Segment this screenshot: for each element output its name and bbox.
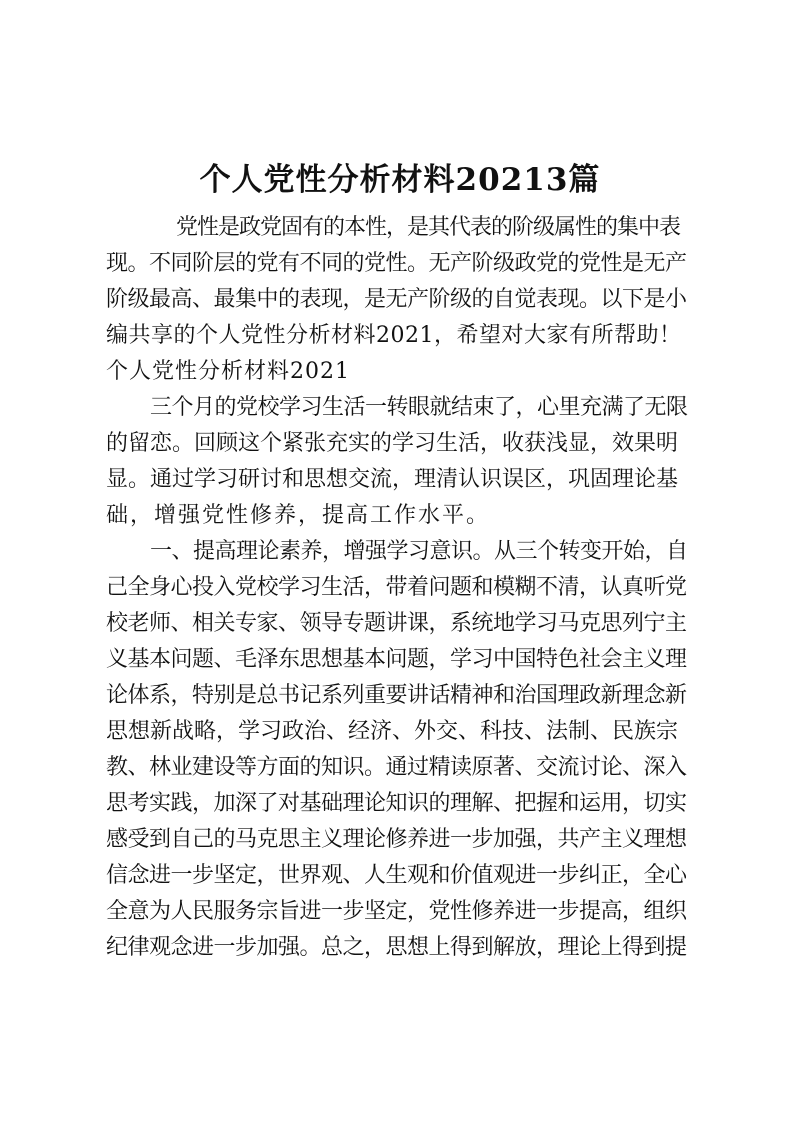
section-heading: 个人党性分析材料2021 [106, 359, 350, 384]
paragraph-line: 编共享的个人党性分析材料2021，希望对大家有所帮助！ [106, 323, 682, 348]
paragraph-line: 三个月的党校学习生活一转眼就结束了，心里充满了无限 [150, 395, 688, 420]
paragraph-line: 显。通过学习研讨和思想交流，理清认识误区，巩固理论基 [106, 467, 679, 492]
paragraph-line: 现。不同阶层的党有不同的党性。无产阶级政党的党性是无产 [106, 251, 687, 276]
document-title: 个人党性分析材料20213篇 [199, 162, 601, 198]
paragraph-line: 阶级最高、最集中的表现，是无产阶级的自觉表现。以下是小 [106, 287, 687, 312]
paragraph-line: 感受到自己的马克思主义理论修养进一步加强，共产主义理想 [106, 827, 687, 852]
paragraph-line: 论体系，特别是总书记系列重要讲话精神和治国理政新理念新 [106, 683, 687, 708]
paragraph-line: 校老师、相关专家、领导专题讲课，系统地学习马克思列宁主 [106, 611, 687, 636]
paragraph-line: 的留恋。回顾这个紧张充实的学习生活，收获浅显，效果明 [106, 431, 679, 456]
paragraph-line: 己全身心投入党校学习生活，带着问题和模糊不清，认真听党 [106, 575, 687, 600]
paragraph-line: 一、提高理论素养，增强学习意识。从三个转变开始，自 [150, 539, 688, 564]
paragraph-line: 教、林业建设等方面的知识。通过精读原著、交流讨论、深入 [106, 755, 687, 780]
document-body [106, 210, 690, 966]
paragraph-line: 全意为人民服务宗旨进一步坚定，党性修养进一步提高，组织 [106, 899, 687, 924]
paragraph-line: 思想新战略，学习政治、经济、外交、科技、法制、民族宗 [106, 719, 679, 744]
paragraph-line: 信念进一步坚定，世界观、人生观和价值观进一步纠正，全心 [106, 863, 687, 888]
paragraph-line: 础，增强党性修养，提高工作水平。 [106, 503, 491, 528]
paragraph-line: 思考实践，加深了对基础理论知识的理解、把握和运用，切实 [106, 791, 687, 816]
paragraph-line: 义基本问题、毛泽东思想基本问题，学习中国特色社会主义理 [106, 647, 687, 672]
paragraph-line: 党性是政党固有的本性，是其代表的阶级属性的集中表 [176, 215, 681, 240]
paragraph-line: 纪律观念进一步加强。总之，思想上得到解放，理论上得到提 [106, 935, 687, 960]
